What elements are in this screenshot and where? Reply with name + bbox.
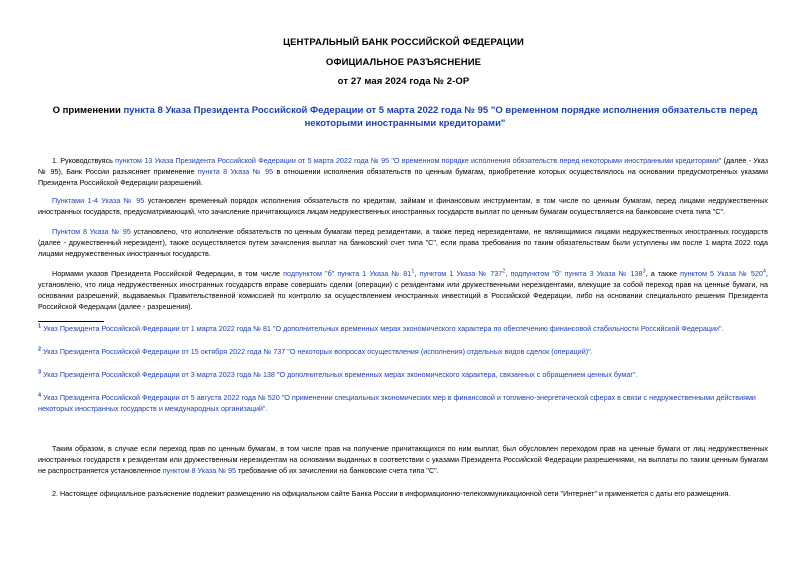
subject-prefix: О применении <box>52 105 124 116</box>
footnote-mark-2: 2 <box>38 346 42 353</box>
p1-link-decree-95-item-13[interactable]: пунктом 13 Указа Президента Российской Федерации от 5 марта 2022 года № 95 "О временном порядке исполнения обязательств перед некоторыми иностранными кредиторами" <box>115 156 722 165</box>
p4-text-4: , а также <box>645 269 681 278</box>
footnote-separator <box>38 321 104 322</box>
document-subject <box>40 104 770 130</box>
p4-link-decree-81[interactable]: подпунктом "б" пункта 1 Указа № 81 <box>283 269 412 278</box>
paragraph-4 <box>38 268 768 312</box>
p4-link-decree-520[interactable]: пунктом 5 Указа № 520 <box>680 269 763 278</box>
footnote-ref-2[interactable]: 2 <box>502 268 506 275</box>
p2-link-items-1-4[interactable]: Пунктами 1-4 Указа № 95 <box>52 196 145 205</box>
footnote-mark-4: 4 <box>38 392 42 399</box>
p6-text-1: 2. Настоящее официальное разъяснение подлежит размещению на официальном сайте Банка России в информационно-телекоммуникационной сети "Интернет" и применяется с даты его размещения. <box>52 489 731 498</box>
p4-text-3: , <box>505 269 511 278</box>
footnote-mark-3: 3 <box>38 369 42 376</box>
p1-text-2: (далее - Указ № 95), Банк России разъясняет применение <box>38 156 768 176</box>
footnote-ref-4[interactable]: 4 <box>762 268 766 275</box>
footnote-1-text[interactable]: Указ Президента Российской Федерации от 1 марта 2022 года № 81 "О дополнительных временных мерах экономического характера по обеспечению финансовой стабильности Российской Федерации". <box>43 324 724 333</box>
p4-link-decree-138[interactable]: подпунктом "б" пункта 3 Указа № 138 <box>510 269 643 278</box>
p4-text-1: Нормами указов Президента Российской Федерации, в том числе <box>52 269 284 278</box>
subject-link[interactable]: пункта 8 Указа Президента Российской Федерации от 5 марта 2022 года № 95 "О временном порядке исполнения обязательств перед некоторыми иностранными кредиторами" <box>123 105 758 129</box>
paragraph-5 <box>38 443 768 476</box>
document-date-number: от 27 мая 2024 года № 2-ОР <box>337 76 470 87</box>
footnote-4[interactable] <box>38 392 768 414</box>
footnote-mark-1: 1 <box>38 323 42 330</box>
p4-text-2: , <box>414 269 420 278</box>
p5-link-item-8[interactable]: пунктом 8 Указа № 95 <box>162 466 236 475</box>
footnote-4-text[interactable]: Указ Президента Российской Федерации от 5 августа 2022 года № 520 "О применении специальных экономических мер в финансовой и топливно-энергетической сферах в связи с недружественными действиями некоторых иностранных государств и международных организаций". <box>38 393 756 413</box>
paragraph-6 <box>38 488 768 499</box>
footnote-3[interactable] <box>38 369 768 380</box>
paragraph-2 <box>38 195 768 217</box>
footnote-2[interactable] <box>38 346 768 357</box>
p3-text-1: установлено, что исполнение обязательств по ценным бумагам перед резидентами, а также перед нерезидентами, не являющимися лицами недружественных иностранных государств (далее - дружественный нерезидент), также осуществляется путем зачисления выплат на банковский счет типа "С", если права требования по таким обязательствам были уступлены им после 1 марта 2022 года лицами недружественных иностранных государств. <box>38 227 768 258</box>
p4-link-decree-737[interactable]: пунктом 1 Указа № 737 <box>419 269 503 278</box>
p1-text-1: 1. Руководствуясь <box>52 156 116 165</box>
footnote-ref-1[interactable]: 1 <box>411 268 415 275</box>
p5-text-1: Таким образом, в случае если переход прав по ценным бумагам, в том числе прав на получение причитающихся по ним выплат, был обусловлен переходом прав на ценные бумаги от лиц недружественных иностранных государств к резидентам или дружественным нерезидентам на основании выданных в соответствии с указами Президента Российской Федерации разрешениями, на выплаты по таким ценным бумагам не распространяется установленное <box>38 444 768 475</box>
footnote-3-text[interactable]: Указ Президента Российской Федерации от 3 марта 2023 года № 138 "О дополнительных временных мерах экономического характера, связанных с обращением ценных бумаг". <box>43 370 638 379</box>
bank-name-heading: ЦЕНТРАЛЬНЫЙ БАНК РОССИЙСКОЙ ФЕДЕРАЦИИ <box>283 37 524 48</box>
p1-link-item-8[interactable]: пункта 8 Указа № 95 <box>197 167 274 176</box>
document-type-heading: ОФИЦИАЛЬНОЕ РАЗЪЯСНЕНИЕ <box>325 57 482 68</box>
p5-text-2: требование об их зачислении на банковские счета типа "С". <box>235 466 439 475</box>
p4-text-5: , установлено, что лица недружественных иностранных государств вправе совершать сделки (операции) с резидентами или дружественными нерезидентами, влекущие за собой переход прав на ценные бумаги, на основании разрешений, выдаваемых Правительственной комиссией по контролю за осуществлением иностранных инвестиций в Российской Федерации, либо на основании специального решения Президента Российской Федерации (далее - разрешения). <box>38 269 768 311</box>
p2-text-1: установлен временный порядок исполнения обязательств по кредитам, займам и финансовым инструментам, в том числе по ценным бумагам, перед лицами недружественных иностранных государств, предусматривающий, что зачисление причитающихся лицам недружественных иностранных государств выплат по ценным бумагам осуществляется на банковские счета типа "С". <box>38 196 768 216</box>
footnote-ref-3[interactable]: 3 <box>642 268 646 275</box>
p3-link-item-8[interactable]: Пунктом 8 Указа № 95 <box>52 227 131 236</box>
p1-text-3: в отношении исполнения обязательств по ценным бумагам, приобретение которых осуществлялось на основании предусмотренных указами Президента Российской Федерации разрешений. <box>38 167 768 187</box>
footnote-1[interactable] <box>38 323 768 334</box>
paragraph-1 <box>38 155 768 188</box>
paragraph-3 <box>38 226 768 259</box>
footnote-2-text[interactable]: Указ Президента Российской Федерации от 15 октября 2022 года № 737 "О некоторых вопросах осуществления (исполнения) отдельных видов сделок (операций)". <box>43 347 593 356</box>
